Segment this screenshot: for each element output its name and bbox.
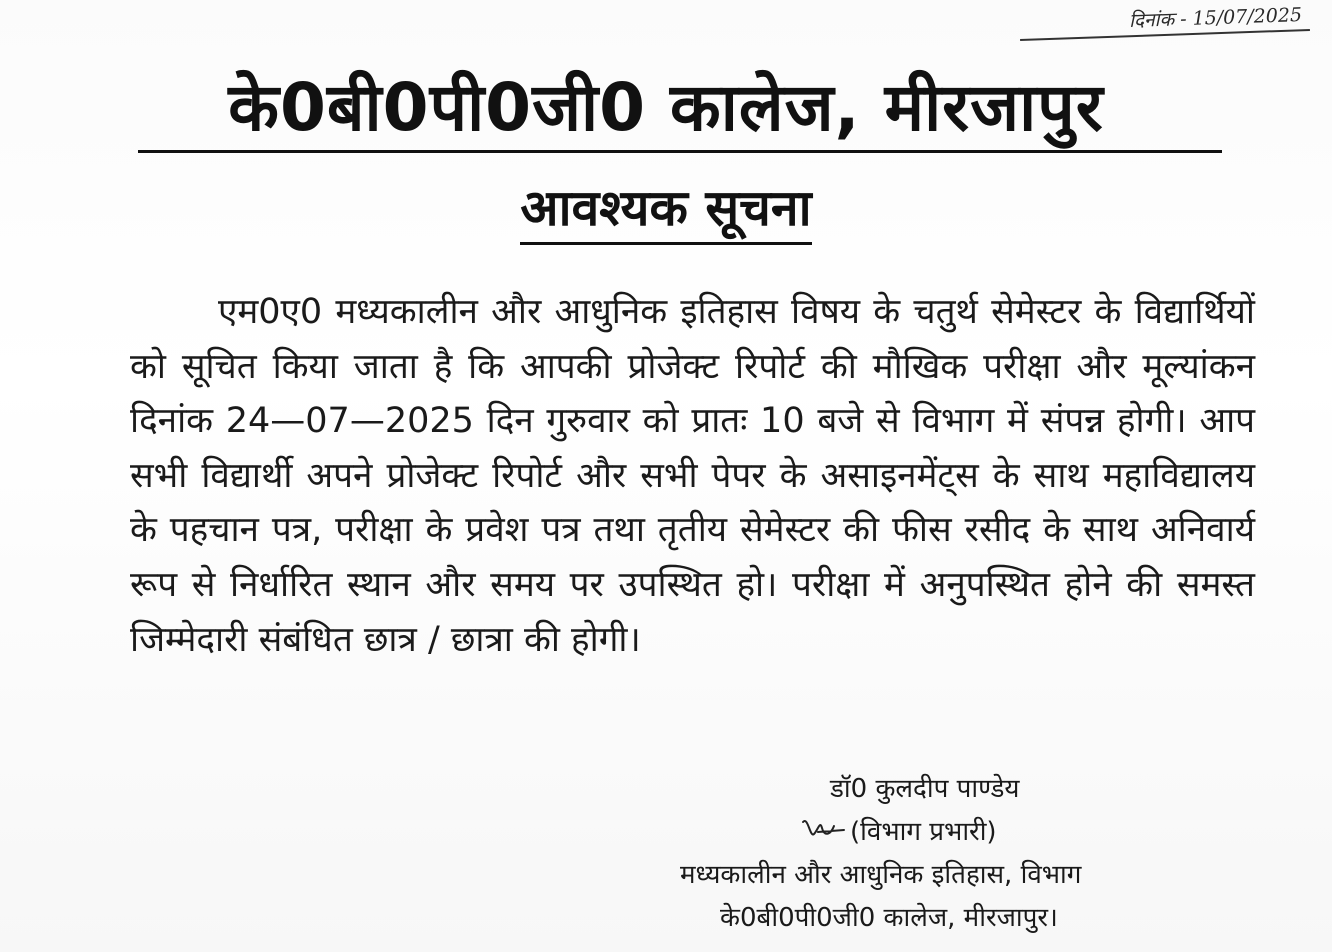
notice-body-paragraph: एम0ए0 मध्यकालीन और आधुनिक इतिहास विषय के चतुर्थ सेमेस्टर के विद्यार्थियों को सूचित किया जाता है कि आपकी प्रोजेक्ट रिपोर्ट की मौखिक परीक्षा और मूल्यांकन दिनांक 24—07—2025 दिन गुरुवार को प्रातः 10 बजे से विभाग में संपन्न होगी। आप सभी विद्यार्थी अपने प्रोजेक्ट रिपोर्ट और सभी पेपर के असाइनमेंट्स के साथ महाविद्यालय के पहचान पत्र, परीक्षा के प्रवेश पत्र तथा तृतीय सेमेस्टर की फीस रसीद के साथ अनिवार्य रूप से निर्धारित स्थान और समय पर उपस्थित हो। परीक्षा में अनुपस्थित होने की समस्त जिम्मेदारी संबंधित छात्र / छात्रा की होगी। (130, 292, 1255, 660)
signatory-department: मध्यकालीन और आधुनिक इतिहास, विभाग (680, 860, 1082, 890)
handwritten-signature-mark (800, 814, 846, 844)
handwritten-date-note: दिनांक - 15/07/2025 (1128, 3, 1303, 33)
signatory-name: डॉ0 कुलदीप पाण्डेय (830, 774, 1020, 804)
college-title: के0बी0पी0जी0 कालेज, मीरजापुर (228, 69, 1104, 146)
notice-heading (0, 172, 1332, 245)
title-divider (138, 150, 1222, 153)
signatory-college: के0बी0पी0जी0 कालेज, मीरजापुर। (720, 903, 1058, 933)
notice-heading-text: आवश्यक सूचना (520, 172, 811, 245)
signatory-designation: (विभाग प्रभारी) (850, 817, 997, 847)
